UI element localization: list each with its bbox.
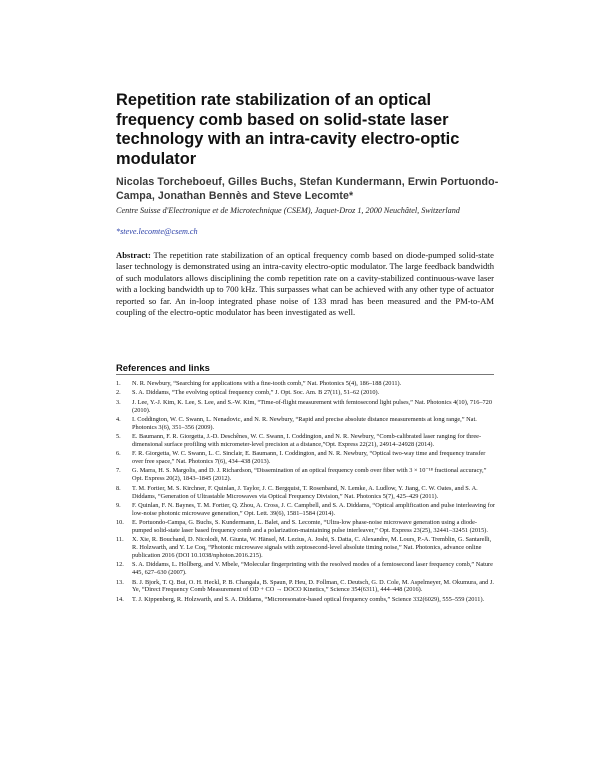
reference-number: 12.	[116, 561, 124, 569]
author-list: Nicolas Torcheboeuf, Gilles Buchs, Stefan Kundermann, Erwin Portuondo-Campa, Jonathan Bennès and Steve Lecomte*	[116, 176, 499, 202]
reference-number: 6.	[116, 450, 121, 458]
reference-text: T. J. Kippenberg, R. Holzwarth, and S. A. Diddams, “Microresonator-based optical frequency combs,” Science 332(6029), 555–559 (2011).	[132, 595, 485, 603]
reference-text: B. J. Bjork, T. Q. Bui, O. H. Heckl, P. B. Changala, B. Spaun, P. Heu, D. Follman, C. Deutsch, G. D. Cole, M. Aspelmeyer, M. Okumura, and J. Ye, “Direct Frequency Comb Measurement of OD + CO → DOCO Kinetics,” Science 354(6311), 444–448 (2016).	[132, 578, 494, 594]
abstract	[116, 250, 494, 318]
reference-text: J. Lee, Y.-J. Kim, K. Lee, S. Lee, and S.-W. Kim, “Time-of-flight measurement with femtosecond light pulses,” Nat. Photonics 4(10), 716–720 (2010).	[132, 398, 492, 414]
reference-text: S. A. Diddams, L. Hollberg, and V. Mbele, “Molecular fingerprinting with the resolved modes of a femtosecond laser frequency comb,” Nature 445, 627–630 (2007).	[132, 561, 493, 577]
reference-item	[116, 485, 496, 501]
reference-item	[116, 399, 496, 415]
reference-item	[116, 450, 496, 466]
reference-item	[116, 433, 496, 449]
reference-text: S. A. Diddams, “The evolving optical frequency comb,” J. Opt. Soc. Am. B 27(11), 51–62 (2010).	[132, 389, 380, 397]
reference-text: N. R. Newbury, “Searching for applications with a fine-tooth comb,” Nat. Photonics 5(4), 186–188 (2011).	[132, 380, 402, 387]
reference-text: E. Portuondo-Campa, G. Buchs, S. Kundermann, L. Balet, and S. Lecomte, “Ultra-low phase-noise microwave generation using a diode-pumped solid-state laser based frequency comb and a polarization-maintaining pulse interleaver,” Opt. Express 23(25), 32441–32451 (2015).	[132, 519, 488, 534]
reference-number: 9.	[116, 501, 121, 509]
reference-text: T. M. Fortier, M. S. Kirchner, F. Quinlan, J. Taylor, J. C. Bergquist, T. Rosenband, N. Lemke, A. Ludlow, Y. Jiang, C. W. Oates, and S. A. Diddams, “Generation of Ultrastable Microwaves via Optical Frequency Division,” Nat. Photonics 5(7), 425–429 (2011).	[132, 484, 478, 500]
reference-text: G. Marra, H. S. Margolis, and D. J. Richardson, “Dissemination of an optical frequency comb over fiber with 3 × 10⁻¹⁸ fractional accuracy,” Opt. Express 20(2), 1843–1845 (2012).	[132, 467, 487, 483]
section-divider	[116, 374, 494, 375]
abstract-text: The repetition rate stabilization of an optical frequency comb based on diode-pumped solid-state laser technology is demonstrated using an intra-cavity electro-optic modulator. The large feedback bandwidth of such modulators allows disciplining the comb repetition rate on a cavity-stabilized continuous-wave laser with a locking bandwidth up to 700 kHz. This surpasses what can be achieved with any other type of actuator reported so far. An in-loop integrated phase noise of 133 mrad has been measured and the PM-to-AM coupling of the electro-optic modulator has been investigated as well.	[116, 250, 494, 318]
reference-text: F. R. Giorgetta, W. C. Swann, L. C. Sinclair, E. Baumann, I. Coddington, and N. R. Newbury, “Optical two-way time and frequency transfer over free space,” Nat. Photonics 7(6), 434–438 (2013).	[132, 450, 486, 466]
reference-item	[116, 380, 496, 388]
reference-number: 3.	[116, 398, 121, 406]
reference-item	[116, 579, 496, 595]
reference-number: 10.	[116, 519, 124, 527]
reference-list	[116, 380, 496, 605]
affiliation: Centre Suisse d'Electronique et de Microtechnique (CSEM), Jaquet-Droz 1, 2000 Neuchâtel, Switzerland	[116, 206, 460, 215]
corresponding-email-link[interactable]: *steve.lecomte@csem.ch	[116, 227, 198, 236]
reference-text: X. Xie, R. Bouchand, D. Nicolodi, M. Giunta, W. Hänsel, M. Lezius, A. Joshi, S. Datta, C. Alexandre, M. Lours, P.-A. Tremblin, G. Santarelli, R. Holzwarth, and Y. Le Coq, “Photonic microwave signals with zeptosecond-level absolute timing noise,” Nat. Photonics, advance online publication 2016 (DOI 10.1038/nphoton.2016.215).	[132, 536, 492, 560]
reference-text: F. Quinlan, F. N. Baynes, T. M. Fortier, Q. Zhou, A. Cross, J. C. Campbell, and S. A. Diddams, “Optical amplification and pulse interleaving for low-noise photonic microwave generation,” Opt. Lett. 39(6), 1581–1584 (2014).	[132, 501, 495, 517]
reference-number: 4.	[116, 415, 121, 423]
reference-item	[116, 502, 496, 518]
reference-item	[116, 596, 496, 604]
paper-title: Repetition rate stabilization of an optical frequency comb based on solid-state laser technology with an intra-cavity electro-optic modulator	[116, 91, 460, 168]
reference-item	[116, 536, 496, 560]
reference-text: I. Coddington, W. C. Swann, L. Nenadovic, and N. R. Newbury, “Rapid and precise absolute distance measurements at long range,” Nat. Photonics 3(6), 351–356 (2009).	[132, 415, 477, 431]
reference-number: 8.	[116, 484, 121, 492]
reference-number: 1.	[116, 380, 121, 387]
reference-text: E. Baumann, F. R. Giorgetta, J.-D. Deschênes, W. C. Swann, I. Coddington, and N. R. Newbury, “Comb-calibrated laser ranging for three-dimensional surface profiling with micrometer-level precision at a distance,”Opt. Express 22(21), 24914–24928 (2014).	[132, 433, 482, 448]
abstract-label: Abstract:	[116, 250, 151, 260]
reference-number: 14.	[116, 595, 124, 603]
reference-item	[116, 561, 496, 577]
references-heading: References and links	[116, 362, 210, 373]
reference-item	[116, 389, 496, 397]
reference-item	[116, 467, 496, 483]
reference-number: 13.	[116, 578, 124, 586]
reference-number: 5.	[116, 433, 121, 440]
reference-number: 7.	[116, 467, 121, 475]
reference-number: 2.	[116, 389, 121, 397]
reference-number: 11.	[116, 536, 124, 544]
reference-item	[116, 416, 496, 432]
reference-item	[116, 519, 496, 535]
